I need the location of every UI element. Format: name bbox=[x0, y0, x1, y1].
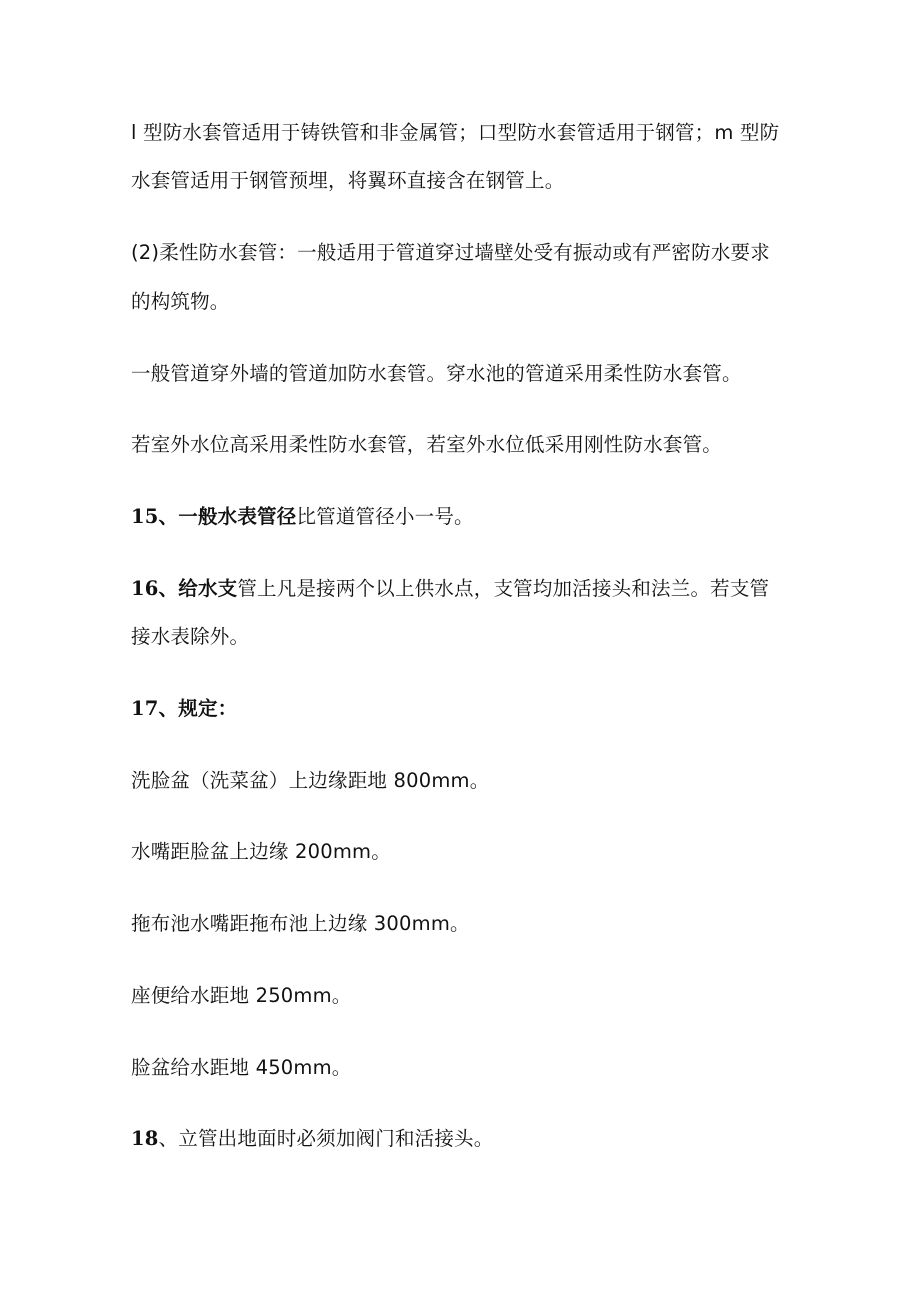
spec-toilet-supply: 座便给水距地 250mm。 bbox=[131, 984, 352, 1007]
item-15-text: 比管道管径小一号。 bbox=[296, 505, 474, 528]
item-16-line-1 bbox=[131, 577, 811, 601]
paragraph-water-level: 若室外水位高采用柔性防水套管，若室外水位低采用刚性防水套管。 bbox=[131, 433, 723, 456]
paragraph-flexible-casing-line-1: (2)柔性防水套管：一般适用于管道穿过墙壁处受有振动或有严密防水要求 bbox=[131, 241, 770, 264]
item-17 bbox=[131, 697, 811, 721]
item-16-bold-text: 给水支 bbox=[178, 577, 238, 600]
spec-basin-supply: 脸盆给水距地 450mm。 bbox=[131, 1056, 352, 1079]
item-17-number: 17、 bbox=[131, 697, 179, 720]
item-16-line-2: 接水表除外。 bbox=[131, 625, 250, 648]
spec-faucet-height: 水嘴距脸盆上边缘 200mm。 bbox=[131, 840, 391, 863]
item-15 bbox=[131, 505, 811, 529]
spec-washbasin-height: 洗脸盆（洗菜盆）上边缘距地 800mm。 bbox=[131, 769, 490, 792]
item-17-heading: 规定： bbox=[178, 697, 238, 720]
paragraph-exterior-wall: 一般管道穿外墙的管道加防水套管。穿水池的管道采用柔性防水套管。 bbox=[131, 362, 742, 385]
paragraph-casing-types-line-1: l 型防水套管适用于铸铁管和非金属管；口型防水套管适用于钢管；m 型防 bbox=[131, 121, 780, 144]
item-18 bbox=[131, 1127, 811, 1151]
item-18-number: 18 bbox=[131, 1127, 159, 1150]
paragraph-casing-types-line-2: 水套管适用于钢管预埋，将翼环直接含在钢管上。 bbox=[131, 169, 565, 192]
item-15-bold-text: 一般水表管径 bbox=[178, 505, 297, 528]
item-16-number: 16、 bbox=[131, 577, 179, 600]
item-15-number: 15、 bbox=[131, 505, 179, 528]
item-18-text: 、立管出地面时必须加阀门和活接头。 bbox=[158, 1127, 494, 1150]
paragraph-flexible-casing-line-2: 的构筑物。 bbox=[131, 290, 230, 313]
spec-mop-sink-faucet: 拖布池水嘴距拖布池上边缘 300mm。 bbox=[131, 912, 470, 935]
item-16-text: 管上凡是接两个以上供水点，支管均加活接头和法兰。若支管 bbox=[237, 577, 770, 600]
